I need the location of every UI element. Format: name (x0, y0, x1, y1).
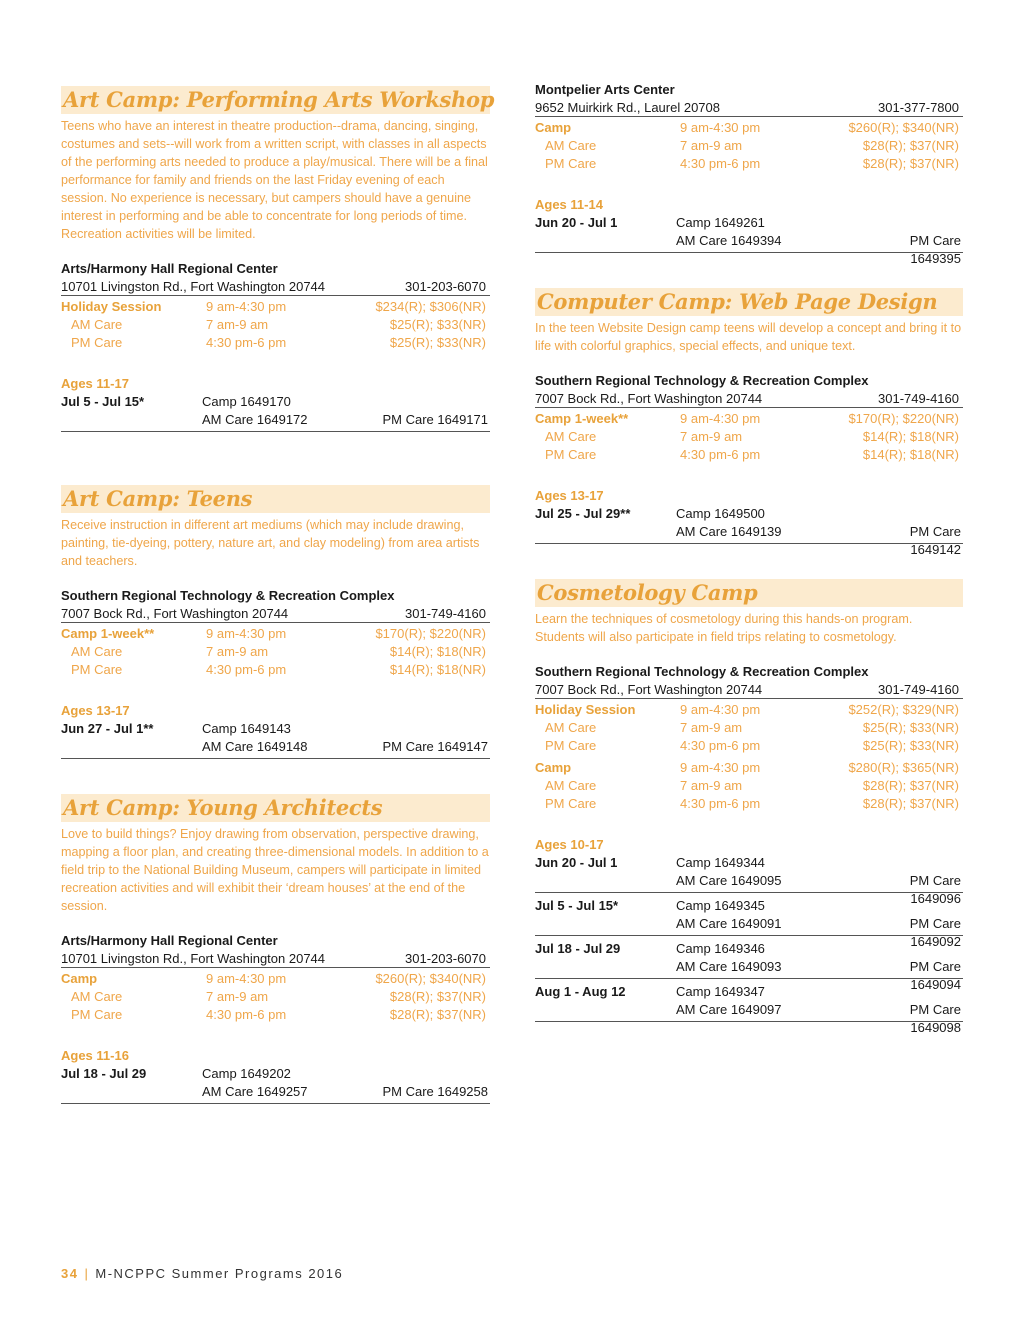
fee-label: Holiday Session (61, 299, 162, 314)
fee-row (535, 446, 963, 464)
venue-address-row (61, 278, 490, 296)
session-entry (61, 393, 490, 432)
venue-name: Arts/Harmony Hall Regional Center (61, 261, 278, 276)
venue-name: Southern Regional Technology & Recreation Complex (535, 373, 869, 388)
session-entry (535, 505, 963, 557)
pm-care-code: PM Care 1649094 (909, 959, 961, 992)
session-dates: Jul 5 - Jul 15* (535, 898, 619, 913)
fee-price: $25(R); $33(NR) (862, 720, 959, 735)
fee-row (535, 428, 963, 446)
fee-time: 9 am-4:30 pm (206, 971, 287, 986)
session-dates: Jul 25 - Jul 29** (535, 506, 631, 521)
session-dates: Jun 20 - Jul 1 (535, 855, 618, 870)
fee-price: $25(R); $33(NR) (389, 335, 486, 350)
fee-time: 4:30 pm-6 pm (680, 447, 761, 462)
fee-label: PM Care (545, 796, 597, 811)
fee-time: 9 am-4:30 pm (680, 702, 761, 717)
fee-row (535, 737, 963, 755)
section-description: Receive instruction in different art mediums (which may include drawing, painting, tie-dyeing, pottery, nature art, and clay modeling) from area artists and teachers. (61, 518, 480, 568)
fee-price: $28(R); $37(NR) (389, 989, 486, 1004)
pm-care-code: PM Care 1649147 (382, 739, 488, 754)
venue-phone: 301-749-4160 (405, 606, 486, 621)
ages-label: Ages 11-16 (61, 1048, 129, 1063)
venue-phone: 301-377-7800 (878, 100, 959, 115)
fee-row (61, 1006, 490, 1024)
fee-time: 7 am-9 am (206, 317, 269, 332)
session-row (535, 940, 963, 958)
section-computer-camp (535, 288, 963, 557)
fee-label: PM Care (545, 447, 597, 462)
section-description: In the teen Website Design camp teens will develop a concept and bring it to life with colorful graphics, special effects, and unique text. (535, 321, 962, 353)
fee-label: Camp 1-week** (61, 626, 155, 641)
fee-price: $170(R); $220(NR) (375, 626, 486, 641)
session-dates: Jul 18 - Jul 29 (61, 1066, 147, 1081)
section-title-bar (61, 485, 490, 513)
fee-label: PM Care (545, 156, 597, 171)
venue-address-row (535, 681, 963, 699)
section-title-bar (61, 794, 490, 822)
section-title-bar (535, 579, 963, 607)
pm-care-code: PM Care 1649142 (909, 524, 961, 557)
fee-price: $170(R); $220(NR) (848, 411, 959, 426)
fee-price: $28(R); $37(NR) (862, 778, 959, 793)
section-description: Teens who have an interest in theatre production--drama, dancing, singing, costumes and sets--will work from a written script, with classes in all aspects of the performing arts needed to produce a play/musical. There will be a final performance for family and friends on the last Friday evening of each session. No experience is necessary, but campers should have a genuine interest in performing and be able to concentrate for long periods of time. Recreation activities will be limited. (61, 119, 488, 241)
fee-time: 4:30 pm-6 pm (680, 156, 761, 171)
venue-address: 10701 Livingston Rd., Fort Washington 20744 (61, 951, 326, 966)
session-dates: Jul 18 - Jul 29 (535, 941, 621, 956)
am-care-code: AM Care 1649394 (676, 233, 782, 248)
section-cosmetology (535, 579, 963, 1035)
venue-name: Southern Regional Technology & Recreation Complex (61, 588, 395, 603)
fee-price: $280(R); $365(NR) (848, 760, 959, 775)
ages-label: Ages 11-14 (535, 197, 603, 212)
fee-time: 9 am-4:30 pm (680, 411, 761, 426)
venue-address: 7007 Bock Rd., Fort Washington 20744 (535, 682, 763, 697)
session-dates: Jun 27 - Jul 1** (61, 721, 154, 736)
fee-price: $28(R); $37(NR) (862, 156, 959, 171)
section-title-bar (535, 288, 963, 316)
session-entry (61, 1065, 490, 1104)
venue-name: Southern Regional Technology & Recreation Complex (535, 664, 869, 679)
fee-label: AM Care (71, 989, 123, 1004)
fee-label: PM Care (71, 662, 123, 677)
camp-code: Camp 1649143 (202, 721, 291, 736)
fee-table (535, 410, 963, 464)
session-row (61, 1065, 490, 1083)
fee-time: 7 am-9 am (206, 644, 269, 659)
fee-label: Camp (535, 120, 572, 135)
fee-row (535, 155, 963, 173)
section-description: Love to build things? Enjoy drawing from observation, perspective drawing, mapping a floor plan, and creating three-dimensional models. In addition to a field trip to the National Building Museum, campers will participate in limited recreation activities and will exhibit their ‘dream houses’ at the end of the session. (61, 827, 489, 913)
ages-label: Ages 10-17 (535, 837, 604, 852)
fee-time: 9 am-4:30 pm (206, 626, 287, 641)
fee-time: 7 am-9 am (680, 778, 743, 793)
fee-time: 4:30 pm-6 pm (206, 1007, 287, 1022)
venue-name: Arts/Harmony Hall Regional Center (61, 933, 278, 948)
page-number: 34 (61, 1266, 79, 1281)
session-entry (535, 983, 963, 1035)
fee-table (535, 701, 963, 813)
section-art-teens (61, 485, 490, 759)
fee-row (61, 661, 490, 679)
am-care-code: AM Care 1649097 (676, 1002, 782, 1017)
fee-row (535, 410, 963, 428)
fee-label: Holiday Session (535, 702, 636, 717)
fee-label: PM Care (71, 335, 123, 350)
pm-care-code: PM Care 1649092 (909, 916, 961, 949)
fee-price: $25(R); $33(NR) (389, 317, 486, 332)
fee-row (61, 970, 490, 988)
am-care-code: AM Care 1649095 (676, 873, 782, 888)
session-row (61, 393, 490, 411)
fee-group (535, 759, 963, 813)
venue-phone: 301-749-4160 (878, 682, 959, 697)
fee-label: AM Care (545, 429, 597, 444)
section-montpelier (535, 81, 963, 266)
ages-label: Ages 13-17 (61, 703, 130, 718)
camp-code: Camp 1649344 (676, 855, 765, 870)
fee-time: 9 am-4:30 pm (206, 299, 287, 314)
section-young-architects (61, 794, 490, 1104)
fee-row (61, 643, 490, 661)
fee-time: 7 am-9 am (680, 138, 743, 153)
fee-row (535, 777, 963, 795)
section-title: Cosmetology Camp (537, 580, 758, 605)
camp-code: Camp 1649346 (676, 941, 765, 956)
session-row (61, 738, 490, 756)
session-dates: Jul 5 - Jul 15* (61, 394, 145, 409)
footer-separator: | (84, 1266, 90, 1281)
session-entry (61, 720, 490, 759)
session-entry (535, 214, 963, 266)
venue-address: 9652 Muirkirk Rd., Laurel 20708 (535, 100, 720, 115)
venue-address-row (535, 390, 963, 408)
fee-row (535, 701, 963, 719)
pm-care-code: PM Care 1649096 (909, 873, 961, 906)
camp-code: Camp 1649261 (676, 215, 765, 230)
fee-time: 7 am-9 am (206, 989, 269, 1004)
fee-label: AM Care (71, 644, 123, 659)
camp-code: Camp 1649500 (676, 506, 765, 521)
session-row (61, 411, 490, 429)
fee-table (61, 625, 490, 679)
fee-label: AM Care (545, 778, 597, 793)
fee-row (535, 795, 963, 813)
fee-price: $25(R); $33(NR) (862, 738, 959, 753)
venue-address-row (61, 605, 490, 623)
fee-label: Camp (535, 760, 572, 775)
pm-care-code: PM Care 1649395 (909, 233, 961, 266)
fee-time: 7 am-9 am (680, 720, 743, 735)
venue-address-row (61, 950, 490, 968)
session-row (61, 1083, 490, 1101)
session-row (535, 505, 963, 523)
venue-phone: 301-203-6070 (405, 951, 486, 966)
session-row (61, 720, 490, 738)
section-title: Computer Camp: Web Page Design (537, 289, 938, 314)
fee-label: AM Care (545, 720, 597, 735)
am-care-code: AM Care 1649172 (202, 412, 308, 427)
fee-label: AM Care (545, 138, 597, 153)
session-dates: Aug 1 - Aug 12 (535, 984, 626, 999)
page-footer (61, 1266, 343, 1281)
section-title: Art Camp: Performing Arts Workshop (63, 87, 495, 112)
session-dates: Jun 20 - Jul 1 (535, 215, 618, 230)
venue-name: Montpelier Arts Center (535, 82, 675, 97)
fee-row (535, 719, 963, 737)
fee-row (61, 316, 490, 334)
fee-time: 4:30 pm-6 pm (680, 738, 761, 753)
venue-phone: 301-749-4160 (878, 391, 959, 406)
fee-time: 4:30 pm-6 pm (680, 796, 761, 811)
fee-label: AM Care (71, 317, 123, 332)
fee-price: $28(R); $37(NR) (389, 1007, 486, 1022)
am-care-code: AM Care 1649091 (676, 916, 782, 931)
fee-time: 9 am-4:30 pm (680, 760, 761, 775)
camp-code: Camp 1649170 (202, 394, 291, 409)
am-care-code: AM Care 1649093 (676, 959, 782, 974)
section-performing-arts (61, 86, 495, 432)
fee-price: $28(R); $37(NR) (862, 138, 959, 153)
pm-care-code: PM Care 1649258 (382, 1084, 488, 1099)
fee-label: PM Care (545, 738, 597, 753)
session-row (535, 983, 963, 1001)
fee-price: $252(R); $329(NR) (848, 702, 959, 717)
fee-price: $28(R); $37(NR) (862, 796, 959, 811)
fee-price: $260(R); $340(NR) (375, 971, 486, 986)
pm-care-code: PM Care 1649171 (382, 412, 488, 427)
fee-row (61, 334, 490, 352)
fee-price: $260(R); $340(NR) (848, 120, 959, 135)
fee-time: 9 am-4:30 pm (680, 120, 761, 135)
venue-address-row (535, 99, 963, 117)
section-description: Learn the techniques of cosmetology during this hands-on program. Students will also participate in field trips relating to cosmetology. (535, 612, 913, 644)
pm-care-code: PM Care 1649098 (909, 1002, 961, 1035)
fee-row (535, 759, 963, 777)
fee-row (61, 988, 490, 1006)
venue-address: 7007 Bock Rd., Fort Washington 20744 (61, 606, 289, 621)
fee-label: Camp (61, 971, 98, 986)
venue-address: 10701 Livingston Rd., Fort Washington 20744 (61, 279, 326, 294)
venue-address: 7007 Bock Rd., Fort Washington 20744 (535, 391, 763, 406)
fee-row (61, 625, 490, 643)
am-care-code: AM Care 1649139 (676, 524, 782, 539)
footer-title: M-NCPPC Summer Programs 2016 (95, 1266, 344, 1281)
session-row (535, 214, 963, 232)
fee-row (61, 298, 490, 316)
fee-table (535, 119, 963, 173)
fee-row (535, 119, 963, 137)
section-title-bar (61, 86, 495, 114)
am-care-code: AM Care 1649148 (202, 739, 308, 754)
fee-price: $14(R); $18(NR) (862, 429, 959, 444)
session-row (535, 854, 963, 872)
fee-table (61, 970, 490, 1024)
fee-label: PM Care (71, 1007, 123, 1022)
venue-phone: 301-203-6070 (405, 279, 486, 294)
am-care-code: AM Care 1649257 (202, 1084, 308, 1099)
camp-code: Camp 1649347 (676, 984, 765, 999)
session-row (535, 232, 963, 266)
section-title: Art Camp: Teens (63, 486, 253, 511)
fee-price: $14(R); $18(NR) (862, 447, 959, 462)
session-row (535, 1001, 963, 1035)
camp-code: Camp 1649202 (202, 1066, 291, 1081)
fee-group (535, 701, 963, 755)
fee-price: $234(R); $306(NR) (375, 299, 486, 314)
fee-time: 7 am-9 am (680, 429, 743, 444)
session-row (535, 523, 963, 557)
fee-price: $14(R); $18(NR) (389, 644, 486, 659)
fee-row (535, 137, 963, 155)
section-title: Art Camp: Young Architects (63, 795, 383, 820)
session-row (535, 897, 963, 915)
fee-label: Camp 1-week** (535, 411, 629, 426)
fee-time: 4:30 pm-6 pm (206, 335, 287, 350)
camp-code: Camp 1649345 (676, 898, 765, 913)
fee-time: 4:30 pm-6 pm (206, 662, 287, 677)
fee-price: $14(R); $18(NR) (389, 662, 486, 677)
fee-table (61, 298, 490, 352)
ages-label: Ages 13-17 (535, 488, 604, 503)
ages-label: Ages 11-17 (61, 376, 129, 391)
